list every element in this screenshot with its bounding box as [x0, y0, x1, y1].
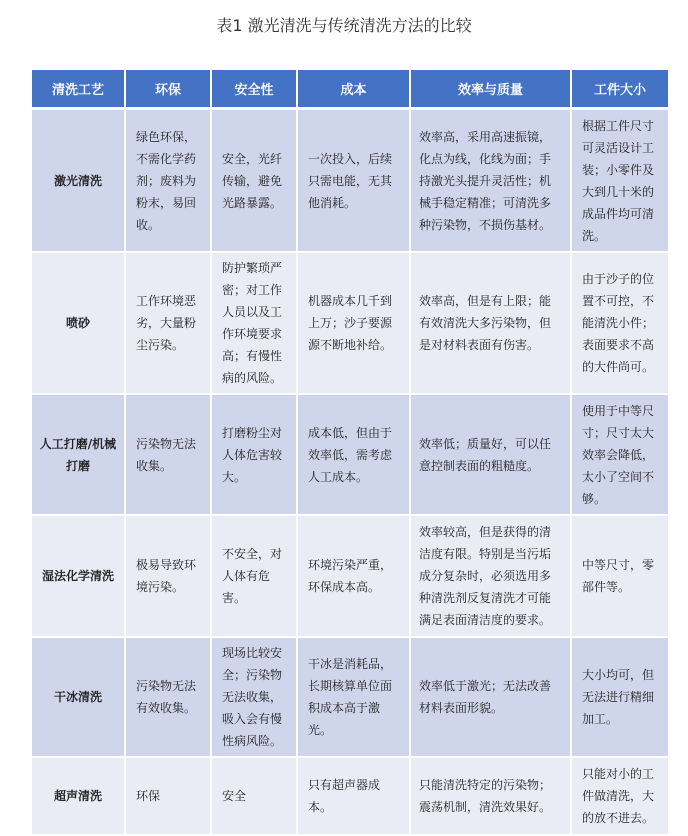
- env-cell: 工作环境恶劣，大量粉尘污染。: [126, 253, 210, 395]
- process-name: 超声清洗: [32, 758, 124, 836]
- header-row: [32, 70, 668, 110]
- cost-cell: 只有超声器成本。: [298, 758, 409, 836]
- process-name: 喷砂: [32, 253, 124, 395]
- header-environment: 环保: [126, 70, 210, 110]
- table-row: [32, 516, 668, 638]
- safety-cell: 防护繁琐严密；对工作人员以及工作环境要求高；有慢性病的风险。: [212, 253, 296, 395]
- header-process: 清洗工艺: [32, 70, 124, 110]
- process-name: 湿法化学清洗: [32, 516, 124, 638]
- size-cell: 根据工件尺寸可灵活设计工装；小零件及大到几十米的成品件均可清洗。: [572, 110, 668, 253]
- cost-cell: 一次投入，后续只需电能，无其他消耗。: [298, 110, 409, 253]
- efficiency-cell: 效率高，采用高速振镜，化点为线，化线为面；手持激光头提升灵活性；机械手稳定精准；可清洗多种污染物，不损伤基材。: [411, 110, 570, 253]
- cost-cell: 成本低，但由于效率低，需考虑人工成本。: [298, 395, 409, 516]
- efficiency-cell: 效率低；质量好，可以任意控制表面的粗糙度。: [411, 395, 570, 516]
- safety-cell: 安全，光纤传输，避免光路暴露。: [212, 110, 296, 253]
- efficiency-cell: 效率低于激光；无法改善材料表面形貌。: [411, 638, 570, 758]
- size-cell: 大小均可，但无法进行精细加工。: [572, 638, 668, 758]
- process-name: 人工打磨/机械打磨: [32, 395, 124, 516]
- table-row: [32, 110, 668, 253]
- size-cell: 使用于中等尺寸；尺寸太大效率会降低，太小了空间不够。: [572, 395, 668, 516]
- comparison-table: [30, 70, 670, 836]
- efficiency-cell: 效率高，但是有上限；能有效清洗大多污染物，但是对材料表面有伤害。: [411, 253, 570, 395]
- env-cell: 绿色环保，不需化学药剂；废料为粉末，易回收。: [126, 110, 210, 253]
- header-safety: 安全性: [212, 70, 296, 110]
- env-cell: 环保: [126, 758, 210, 836]
- efficiency-cell: 效率较高，但是获得的清洁度有限。特别是当污垢成分复杂时，必须选用多种清洗剂反复清洗才可能满足表面清洁度的要求。: [411, 516, 570, 638]
- cost-cell: 机器成本几千到上万；沙子要源源不断地补给。: [298, 253, 409, 395]
- cost-cell: 干冰是消耗品，长期核算单位面积成本高于激光。: [298, 638, 409, 758]
- size-cell: 只能对小的工件做清洗，大的放不进去。: [572, 758, 668, 836]
- efficiency-cell: 只能清洗特定的污染物；震荡机制，清洗效果好。: [411, 758, 570, 836]
- size-cell: 中等尺寸，零部件等。: [572, 516, 668, 638]
- table-row: [32, 395, 668, 516]
- table-caption: 表1 激光清洗与传统清洗方法的比较: [216, 16, 472, 35]
- safety-cell: 打磨粉尘对人体危害较大。: [212, 395, 296, 516]
- header-cost: 成本: [298, 70, 409, 110]
- table-row: [32, 253, 668, 395]
- size-cell: 由于沙子的位置不可控，不能清洗小件；表面要求不高的大件尚可。: [572, 253, 668, 395]
- table-row: [32, 638, 668, 758]
- env-cell: 极易导致环境污染。: [126, 516, 210, 638]
- safety-cell: 现场比较安全；污染物无法收集，吸入会有慢性病风险。: [212, 638, 296, 758]
- env-cell: 污染物无法有效收集。: [126, 638, 210, 758]
- safety-cell: 不安全，对人体有危害。: [212, 516, 296, 638]
- header-size: 工件大小: [572, 70, 668, 110]
- header-efficiency: 效率与质量: [411, 70, 570, 110]
- process-name: 激光清洗: [32, 110, 124, 253]
- process-name: 干冰清洗: [32, 638, 124, 758]
- safety-cell: 安全: [212, 758, 296, 836]
- table-row: [32, 758, 668, 836]
- cost-cell: 环境污染严重，环保成本高。: [298, 516, 409, 638]
- env-cell: 污染物无法收集。: [126, 395, 210, 516]
